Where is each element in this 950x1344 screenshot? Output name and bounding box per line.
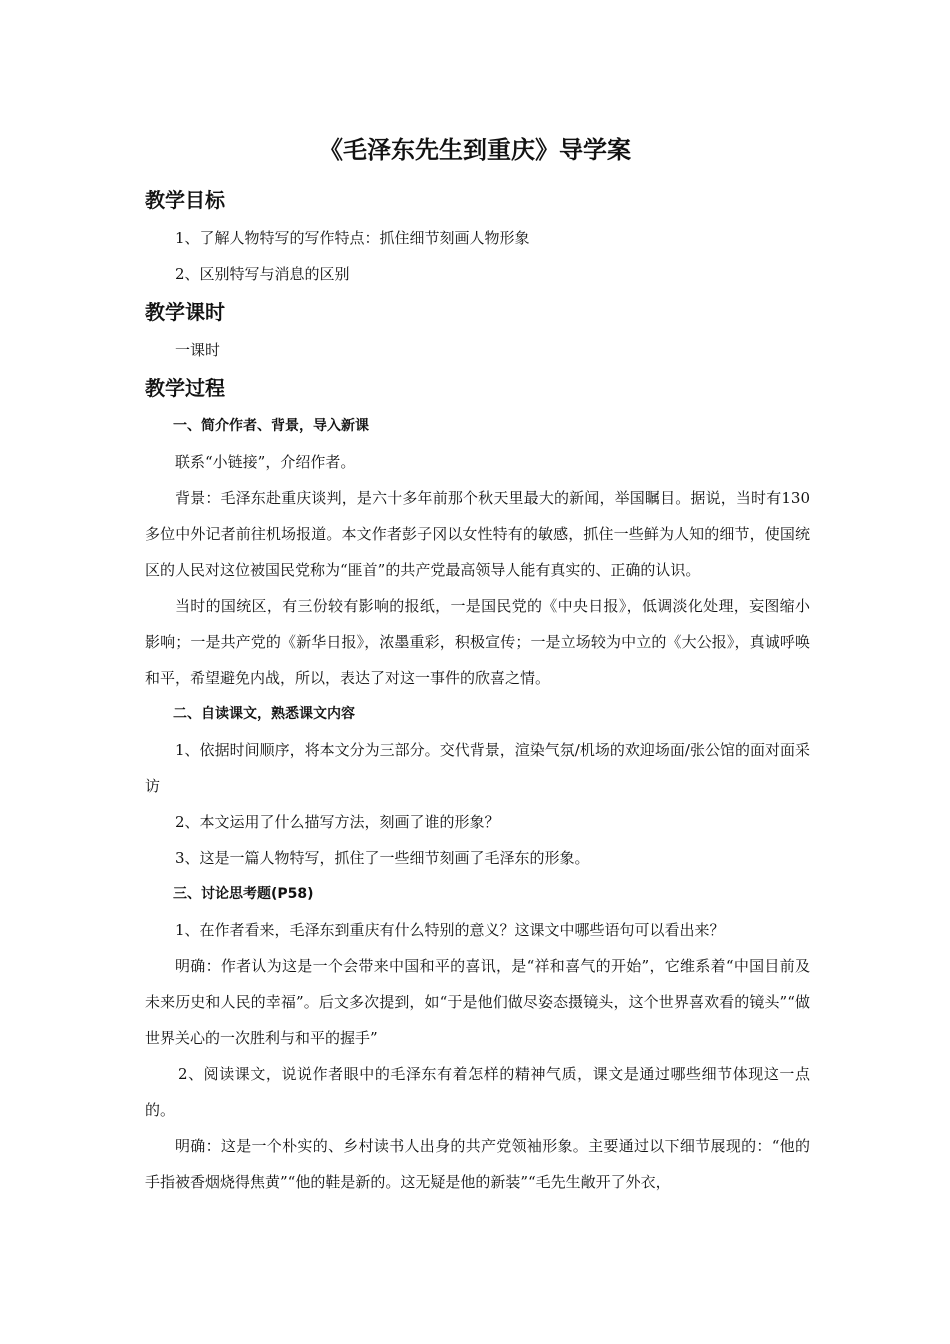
- part2-heading: 二、自读课文，熟悉课文内容: [173, 706, 355, 722]
- section-heading-goals: 教学目标: [145, 188, 225, 212]
- goal-item-2: 2、区别特写与消息的区别: [175, 265, 350, 283]
- section-heading-process: 教学过程: [145, 376, 225, 400]
- part1-paragraph-3: 当时的国统区，有三份较有影响的报纸，一是国民党的《中央日报》，低调淡化处理，妄图缩小影响；一是共产党的《新华日报》，浓墨重彩，积极宣传；一是立场较为中立的《大公报》，真诚呼唤和平，希望避免内战，所以，表达了对这一事件的欣喜之情。: [145, 597, 810, 687]
- document-title: 《毛泽东先生到重庆》导学案: [319, 136, 631, 164]
- hours-text: 一课时: [175, 341, 221, 359]
- goal-item-1: 1、了解人物特写的写作特点：抓住细节刻画人物形象: [175, 229, 530, 247]
- part3-heading: 三、讨论思考题(P58): [173, 886, 314, 902]
- part1-heading: 一、简介作者、背景，导入新课: [173, 418, 369, 434]
- part1-paragraph-1: 联系“小链接”，介绍作者。: [175, 453, 356, 471]
- part3-answer-2: 明确：这是一个朴实的、乡村读书人出身的共产党领袖形象。主要通过以下细节展现的：“他的手指被香烟烧得焦黄”“他的鞋是新的。这无疑是他的新装”“毛先生敞开了外衣，: [145, 1137, 810, 1191]
- document-body: [145, 180, 810, 1200]
- part2-paragraph-3: 3、这是一篇人物特写，抓住了一些细节刻画了毛泽东的形象。: [175, 849, 590, 867]
- part2-paragraph-2: 2、本文运用了什么描写方法，刻画了谁的形象？: [175, 813, 500, 831]
- part3-question-1: 1、在作者看来，毛泽东到重庆有什么特别的意义？这课文中哪些语句可以看出来？: [175, 921, 725, 939]
- part3-question-2: 2、阅读课文，说说作者眼中的毛泽东有着怎样的精神气质，课文是通过哪些细节体现这一点的。: [145, 1065, 810, 1119]
- section-heading-hours: 教学课时: [145, 300, 225, 324]
- part1-paragraph-2: 背景：毛泽东赴重庆谈判，是六十多年前那个秋天里最大的新闻，举国瞩目。据说，当时有130多位中外记者前往机场报道。本文作者彭子冈以女性特有的敏感，抓住一些鲜为人知的细节，使国统区的人民对这位被国民党称为“匪首”的共产党最高领导人能有真实的、正确的认识。: [145, 489, 810, 579]
- part3-answer-1: 明确：作者认为这是一个会带来中国和平的喜讯，是“祥和喜气的开始”，它维系着“中国目前及未来历史和人民的幸福”。后文多次提到，如“于是他们做尽姿态摄镜头，这个世界喜欢看的镜头”“做世界关心的一次胜利与和平的握手”: [145, 957, 810, 1047]
- part2-paragraph-1: 1、依据时间顺序，将本文分为三部分。交代背景，渲染气氛/机场的欢迎场面/张公馆的面对面采访: [145, 741, 810, 795]
